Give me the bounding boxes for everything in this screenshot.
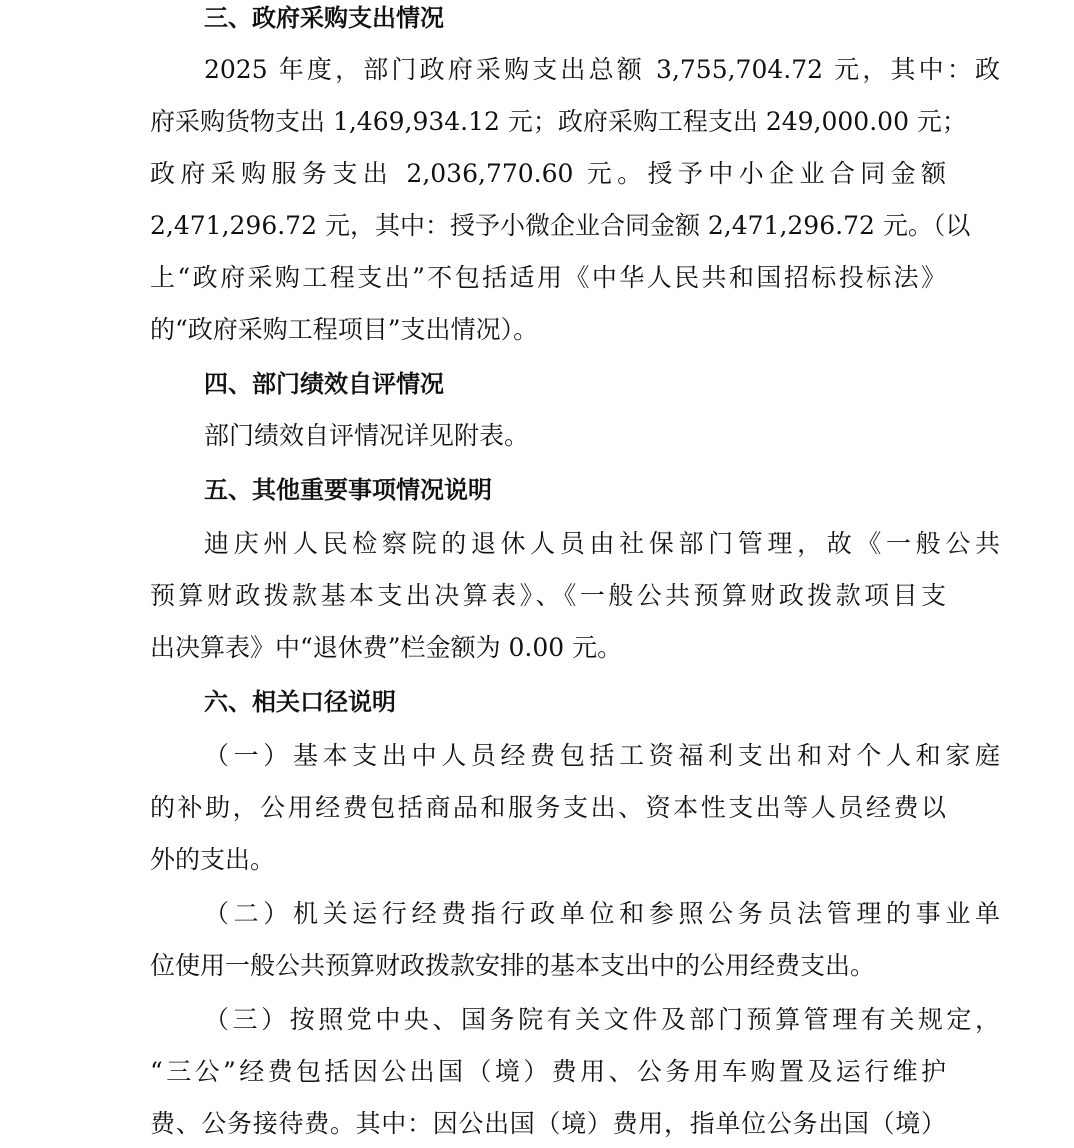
paragraph-line: （二）机关运行经费指行政单位和参照公务员法管理的事业单 bbox=[204, 899, 1000, 928]
paragraph-line: 的“政府采购工程项目”支出情况）。 bbox=[150, 315, 539, 344]
paragraph-line: 位使用一般公共预算财政拨款安排的基本支出中的公用经费支出。 bbox=[150, 951, 876, 980]
section-heading-definitions: 六、相关口径说明 bbox=[204, 688, 396, 716]
paragraph-line: 出决算表》中“退休费”栏金额为 0.00 元。 bbox=[150, 633, 623, 662]
paragraph-line: 外的支出。 bbox=[150, 845, 276, 874]
paragraph-line: 预算财政拨款基本支出决算表》、《一般公共预算财政拨款项目支 bbox=[150, 581, 946, 610]
paragraph-line: 府采购货物支出 1,469,934.12 元；政府采购工程支出 249,000.00 元； bbox=[150, 107, 967, 136]
paragraph-line: 部门绩效自评情况详见附表。 bbox=[204, 421, 530, 450]
paragraph-line: （三）按照党中央、国务院有关文件及部门预算管理有关规定， bbox=[204, 1005, 1000, 1034]
paragraph-line: 2,471,296.72 元，其中：授予小微企业合同金额 2,471,296.72 元。（以 bbox=[150, 211, 971, 240]
paragraph-line: 迪庆州人民检察院的退休人员由社保部门管理，故《一般公共 bbox=[204, 529, 1000, 558]
paragraph-line: （一）基本支出中人员经费包括工资福利支出和对个人和家庭 bbox=[204, 741, 1000, 770]
paragraph-line: “三公”经费包括因公出国（境）费用、公务用车购置及运行维护 bbox=[150, 1057, 946, 1086]
paragraph-line: 2025 年度，部门政府采购支出总额 3,755,704.72 元，其中：政 bbox=[204, 55, 1000, 84]
paragraph-line: 上“政府采购工程支出”不包括适用《中华人民共和国招标投标法》 bbox=[150, 263, 946, 292]
section-heading-other-matters: 五、其他重要事项情况说明 bbox=[204, 476, 492, 504]
section-heading-performance: 四、部门绩效自评情况 bbox=[204, 370, 444, 398]
paragraph-line: 政府采购服务支出 2,036,770.60 元。授予中小企业合同金额 bbox=[150, 159, 946, 188]
paragraph-line: 费、公务接待费。其中：因公出国（境）费用，指单位公务出国（境） bbox=[150, 1109, 946, 1138]
paragraph-line: 的补助，公用经费包括商品和服务支出、资本性支出等人员经费以 bbox=[150, 793, 946, 822]
section-heading-procurement: 三、政府采购支出情况 bbox=[204, 4, 444, 32]
